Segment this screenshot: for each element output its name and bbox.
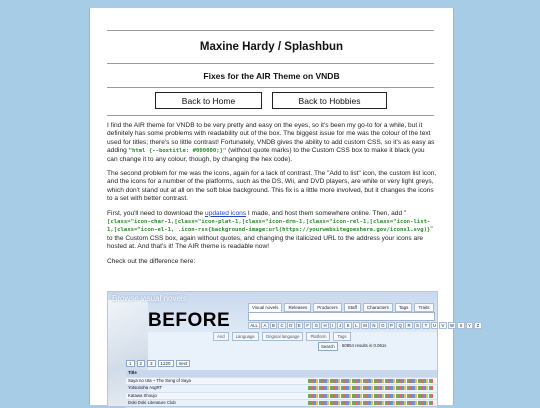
divider xyxy=(107,115,434,116)
divider xyxy=(107,30,434,31)
screenshot-page-link: next xyxy=(176,360,191,367)
divider xyxy=(107,87,434,88)
page-panel xyxy=(89,8,480,406)
paragraph-icons-fix xyxy=(107,210,437,252)
screenshot-letter: R xyxy=(405,322,413,329)
screenshot-letter: M xyxy=(361,322,369,329)
screenshot-letter: O xyxy=(379,322,387,329)
screenshot-letter: E xyxy=(296,322,303,329)
paragraph-icons-problem: The second problem for me was the icons, again for a lack of contrast. The "Add to list" icon, the custom list icon, and the icons for a number of the platforms, such as the DS, Wii, and DVD players, are white or very light greys, which don't stand out at all on the soft blue background. This fix is a little more involved, but it changes the icons to a set with better contrast. xyxy=(107,170,437,203)
platform-icons xyxy=(308,394,433,398)
screenshot-filter: Original language xyxy=(262,332,304,341)
screenshot-tabs xyxy=(248,303,434,312)
before-screenshot xyxy=(107,291,480,407)
screenshot-table xyxy=(126,370,437,408)
screenshot-letter: C xyxy=(278,322,286,329)
screenshot-tab: Characters xyxy=(363,303,393,312)
back-to-hobbies-button[interactable]: Back to Hobbies xyxy=(272,92,387,109)
before-caption: BEFORE xyxy=(148,310,231,331)
screenshot-filters xyxy=(213,332,351,341)
paragraph-text: I find the AIR theme for VNDB to be very pretty and easy on the eyes, so it's been my go-to for a while, but it definitely has some problems with readability out of the box. The biggest issue for me was the colour of the text used for titles; there's so little contrast! Fortunately, VNDB gives the ability to add custom CSS, so it's as easy as adding xyxy=(107,122,435,155)
page-title: Maxine Hardy / Splashbun xyxy=(199,41,344,53)
screenshot-table-row: Saya no Uta ~ The Song of Saya xyxy=(126,378,437,386)
screenshot-filter: And xyxy=(213,332,229,341)
screenshot-letter: P xyxy=(388,322,395,329)
paragraph-title-fix xyxy=(107,122,437,164)
screenshot-letter: U xyxy=(431,322,439,329)
screenshot-tab: Staff xyxy=(344,303,361,312)
screenshot-letter: Y xyxy=(466,322,473,329)
screenshot-page-link: 1 xyxy=(126,360,135,367)
screenshot-tab: Visual novels xyxy=(248,303,282,312)
screenshot-search-input xyxy=(248,312,435,321)
screenshot-letter: Z xyxy=(474,322,481,329)
screenshot-tab: Releases xyxy=(284,303,311,312)
screenshot-page-link: 1220 xyxy=(158,360,174,367)
screenshot-results-count: 60854 results in 0.061s xyxy=(342,343,387,348)
screenshot-letter: I xyxy=(330,322,336,329)
screenshot-letter: A xyxy=(261,322,268,329)
screenshot-filter: Language xyxy=(232,332,259,341)
screenshot-filter: Tags xyxy=(333,332,350,341)
screenshot-letter: N xyxy=(370,322,378,329)
screenshot-table-row: Katawa Shoujo xyxy=(126,393,437,401)
screenshot-page-link: 2 xyxy=(137,360,146,367)
screenshot-table-header: Title xyxy=(126,370,437,378)
page-subtitle: Fixes for the AIR Theme on VNDB xyxy=(203,71,340,81)
paragraph-text: " to the Custom CSS box, again without quotes, and changing the italicized URL to the address your icons are hosted at. And that's it! The AIR theme is readable now! xyxy=(107,226,433,251)
platform-icons xyxy=(308,379,433,383)
screenshot-tab: Producers xyxy=(313,303,342,312)
paragraph-check-difference: Check out the difference here: xyxy=(107,257,196,265)
screenshot-letter: T xyxy=(422,322,429,329)
screenshot-letter: D xyxy=(287,322,295,329)
screenshot-tab: Tags xyxy=(395,303,413,312)
screenshot-letter: Q xyxy=(396,322,404,329)
platform-icons xyxy=(308,386,433,390)
back-to-home-button[interactable]: Back to Home xyxy=(155,92,262,109)
screenshot-table-row: Doki Doki Literature Club xyxy=(126,400,437,408)
screenshot-letter: H xyxy=(321,322,329,329)
article-body xyxy=(107,122,437,272)
paragraph-text: I made, and host them somewhere online. Then, add " xyxy=(246,209,407,217)
screenshot-letter: S xyxy=(414,322,421,329)
screenshot-letter: G xyxy=(312,322,320,329)
screenshot-filter: Platform xyxy=(306,332,330,341)
divider xyxy=(107,63,434,64)
screenshot-table-row: Yotsunoha AsgRT xyxy=(126,385,437,393)
screenshot-page-link: 3 xyxy=(147,360,156,367)
screenshot-search-button: Search xyxy=(318,342,338,351)
updated-icons-link[interactable]: updated icons xyxy=(205,209,247,217)
css-code-snippet: "html {--boxtitle: #000000;}" xyxy=(128,148,227,155)
screenshot-letter: V xyxy=(439,322,446,329)
screenshot-letter: L xyxy=(353,322,360,329)
browse-title: Browse visual novels xyxy=(112,294,187,303)
screenshot-letter: ALL xyxy=(248,322,260,329)
platform-icons xyxy=(308,401,433,405)
css-code-snippet: [class="icon-char-1,[class="icon-plat-1,[class="icon-drm-1,[class="icon-rel-1,[class="icon-list-1,[class="icon-el-1, .icon-rss{background-image:url(https://yourwebsitegoeshere.gov/icons1.svg)} xyxy=(107,219,431,234)
screenshot-letter: W xyxy=(448,322,457,329)
screenshot-letter: K xyxy=(344,322,351,329)
screenshot-letter: X xyxy=(457,322,464,329)
paragraph-text: (without quote marks) to the Custom CSS box to make it black (you can change it to any colour, though, by changing the hex code). xyxy=(107,147,425,163)
screenshot-tab: Traits xyxy=(414,303,433,312)
screenshot-letter: J xyxy=(337,322,344,329)
screenshot-letter: B xyxy=(270,322,277,329)
screenshot-alphabet-bar xyxy=(248,322,482,329)
paragraph-text: First, you'll need to download the xyxy=(107,209,206,217)
screenshot-pager xyxy=(126,360,190,367)
screenshot-letter: F xyxy=(304,322,311,329)
